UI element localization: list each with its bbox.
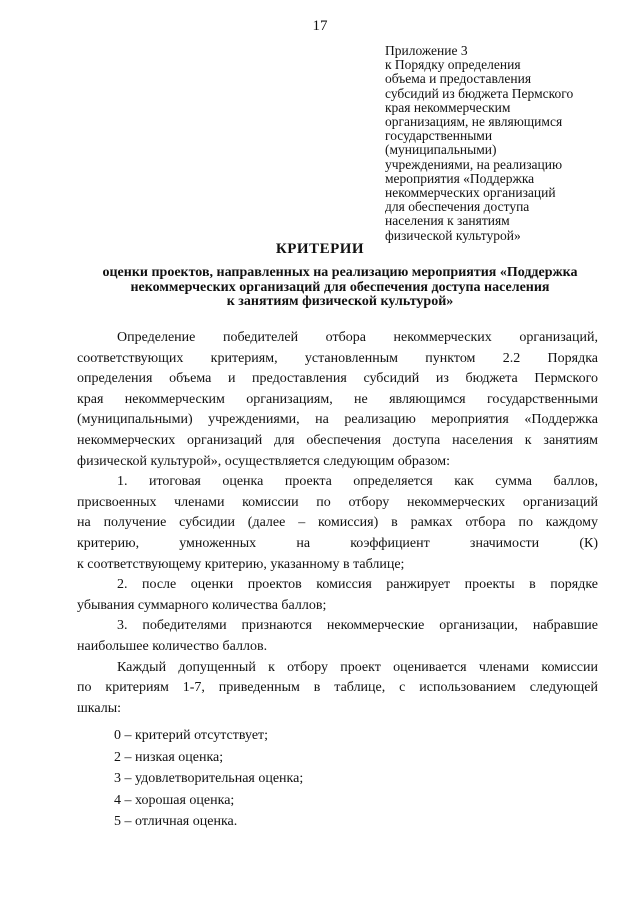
text-line: Каждый допущенный к отбору проект оценивается членами комиссии xyxy=(117,659,598,675)
paragraph-intro xyxy=(77,328,598,472)
appendix-line: организациям, не являющимся xyxy=(385,114,563,130)
appendix-line: субсидий из бюджета Пермского xyxy=(385,85,574,101)
appendix-line: Приложение 3 xyxy=(385,43,468,58)
appendix-header xyxy=(385,44,605,243)
appendix-line: государственными xyxy=(385,128,493,144)
text-line: некоммерческих организаций для обеспечения доступа населения к занятиям xyxy=(77,432,598,448)
text-line: к соответствующему критерию, указанному в таблице; xyxy=(77,556,405,572)
appendix-line: к Порядку определения xyxy=(385,57,521,73)
text-line: 3. победителями признаются некоммерческие организации, набравшие xyxy=(117,618,598,634)
appendix-line: (муниципальными) xyxy=(385,142,497,158)
document-title: КРИТЕРИИ xyxy=(275,241,365,257)
scoring-scale-list xyxy=(77,725,598,833)
appendix-line: физической культурой» xyxy=(385,227,521,243)
paragraph-item-2 xyxy=(77,575,598,616)
paragraph-scale-intro xyxy=(77,658,598,720)
document-body xyxy=(77,328,598,833)
text-line: убывания суммарного количества баллов; xyxy=(77,597,327,613)
scale-item: 4 – хорошая оценка; xyxy=(114,792,235,808)
text-line: на получение субсидии (далее – комиссия) в рамках отбора по каждому xyxy=(77,515,598,531)
subtitle-line: оценки проектов, направленных на реализацию мероприятия «Поддержка xyxy=(102,265,578,280)
text-line: края некоммерческим организациям, не являющимся государственными xyxy=(77,391,598,407)
page-number: 17 xyxy=(312,18,328,34)
document-subtitle xyxy=(0,266,640,310)
text-line: соответствующих критериям, установленным пунктом 2.2 Порядка xyxy=(77,350,598,366)
text-line: шкалы: xyxy=(77,700,121,716)
text-line: критерию, умноженных на коэффициент значимости (К) xyxy=(77,535,598,551)
text-line: присвоенных членами комиссии по отбору некоммерческих организаций xyxy=(77,494,598,510)
text-line: наибольшее количество баллов. xyxy=(77,638,268,654)
appendix-line: объема и предоставления xyxy=(385,71,532,87)
appendix-line: края некоммерческим xyxy=(385,99,511,115)
scale-item: 0 – критерий отсутствует; xyxy=(114,728,269,744)
scale-item: 2 – низкая оценка; xyxy=(114,749,224,765)
text-line: физической культурой», осуществляется следующим образом: xyxy=(77,453,451,469)
paragraph-item-1 xyxy=(77,472,598,575)
text-line: определения объема и предоставления субсидий из бюджета Пермского xyxy=(77,371,598,387)
text-line: (муниципальными) учреждениями, на реализацию мероприятия «Поддержка xyxy=(77,412,598,428)
text-line: Определение победителей отбора некоммерческих организаций, xyxy=(117,330,598,345)
subtitle-line: к занятиям физической культурой» xyxy=(226,294,454,309)
scale-item: 5 – отличная оценка. xyxy=(114,814,238,830)
text-line: 1. итоговая оценка проекта определяется как сумма баллов, xyxy=(117,474,598,490)
text-line: по критериям 1-7, приведенным в таблице, с использованием следующей xyxy=(77,680,598,696)
appendix-line: для обеспечения доступа xyxy=(385,199,530,215)
subtitle-line: некоммерческих организаций для обеспечения доступа населения xyxy=(130,279,550,295)
scale-item: 3 – удовлетворительная оценка; xyxy=(114,771,304,787)
appendix-line: мероприятия «Поддержка xyxy=(385,170,535,186)
appendix-line: некоммерческих организаций xyxy=(385,185,556,201)
text-line: 2. после оценки проектов комиссия ранжирует проекты в порядке xyxy=(117,577,598,593)
appendix-line: учреждениями, на реализацию xyxy=(385,156,563,172)
appendix-line: населения к занятиям xyxy=(385,213,510,229)
paragraph-item-3 xyxy=(77,616,598,657)
